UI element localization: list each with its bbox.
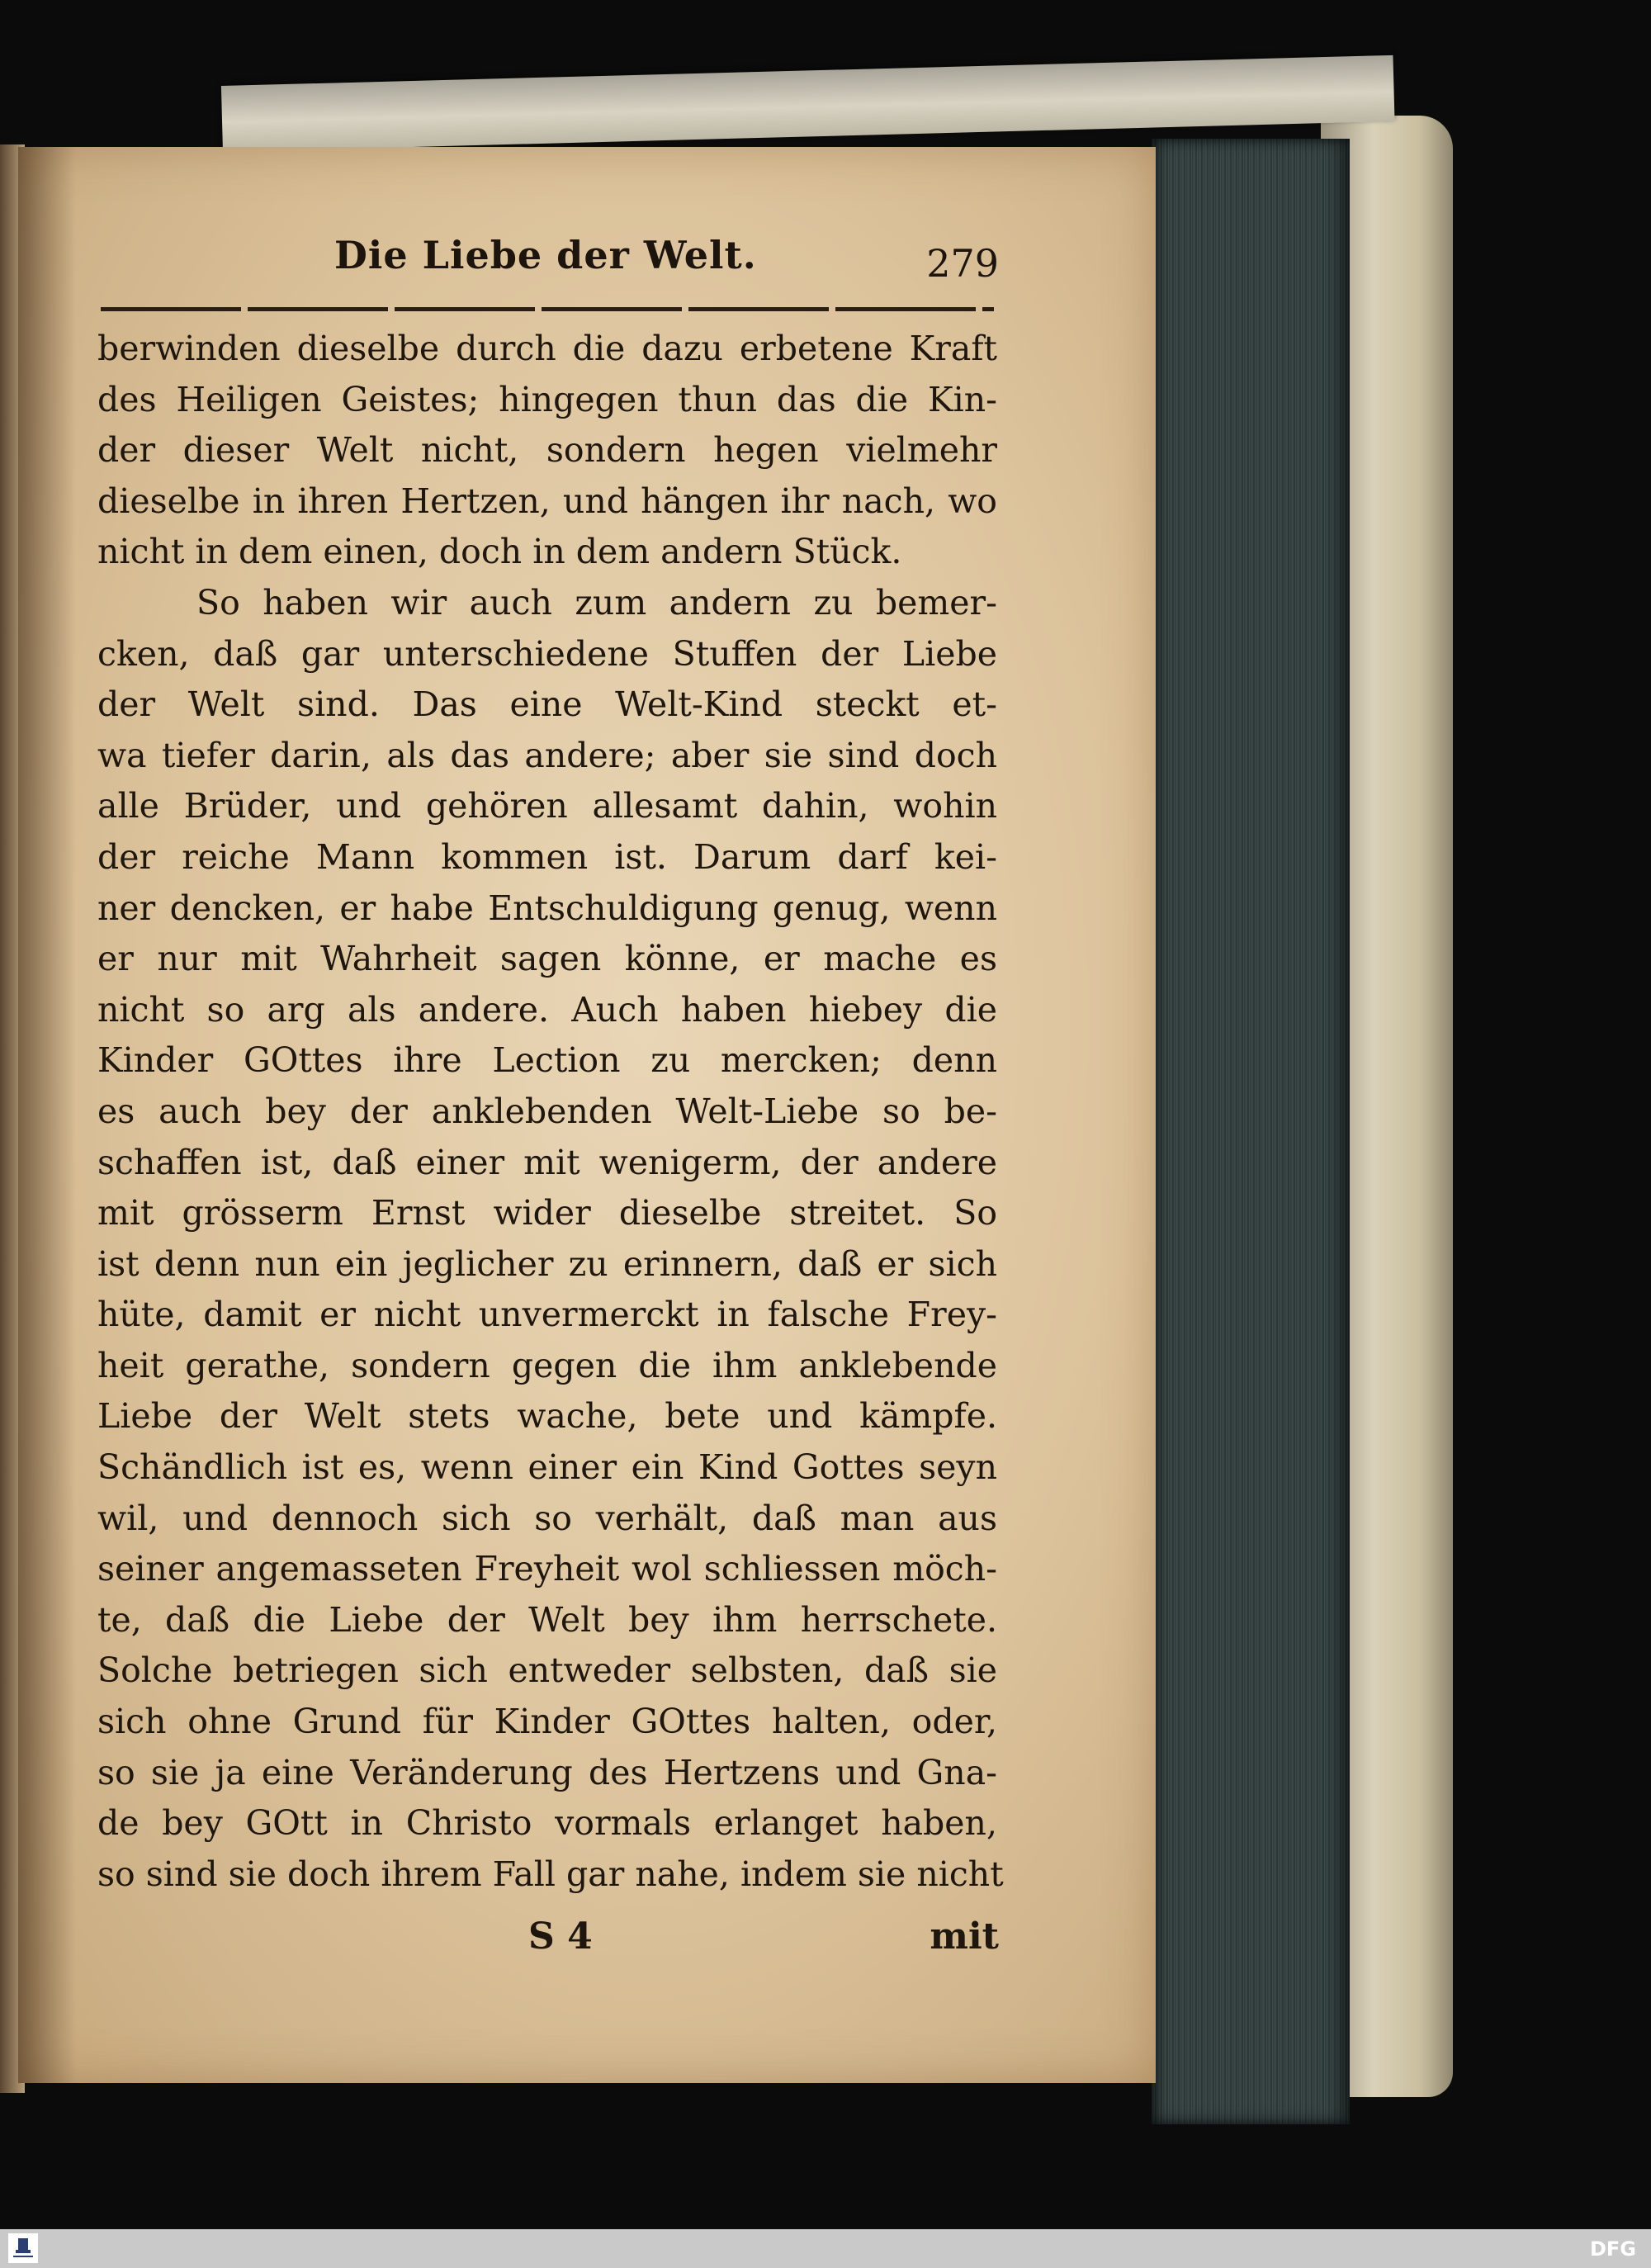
text-line: so sie ja eine Veränderung des Hertzens und Gna- bbox=[97, 1752, 997, 1792]
running-header: Die Liebe der Welt. bbox=[334, 233, 757, 277]
vellum-cover-top bbox=[221, 55, 1395, 152]
faint-stamp-mark bbox=[91, 1917, 223, 1953]
catchword: mit bbox=[930, 1915, 999, 1958]
text-line: wil, und dennoch sich so verhält, daß man aus bbox=[97, 1498, 997, 1538]
text-line: So haben wir auch zum andern zu bemer- bbox=[196, 582, 997, 623]
text-line: dieselbe in ihren Hertzen, und hängen ihr nach, wo bbox=[97, 481, 997, 521]
text-line: er nur mit Wahrheit sagen könne, er mache es bbox=[97, 939, 997, 979]
page-gutter-shadow bbox=[18, 147, 76, 2083]
page-edges-block bbox=[1152, 139, 1350, 2124]
text-line: Kinder GOttes ihre Lection zu mercken; denn bbox=[97, 1040, 997, 1081]
text-line: Solche betriegen sich entweder selbsten, daß sie bbox=[97, 1650, 997, 1691]
text-line: cken, daß gar unterschiedene Stuffen der Liebe bbox=[97, 633, 997, 674]
text-line: nicht so arg als andere. Auch haben hiebey die bbox=[97, 989, 997, 1030]
text-line: berwinden dieselbe durch die dazu erbetene Kraft bbox=[97, 329, 997, 368]
text-line: alle Brüder, und gehören allesamt dahin, wohin bbox=[97, 786, 997, 826]
text-line: so sind sie doch ihrem Fall gar nahe, indem sie nicht bbox=[97, 1854, 1004, 1894]
dfg-logo: DFG bbox=[1589, 2237, 1636, 2261]
page-number: 279 bbox=[926, 241, 999, 286]
text-line: heit gerathe, sondern gegen die ihm anklebende bbox=[97, 1345, 997, 1385]
text-line: wa tiefer darin, als das andere; aber sie sind doch bbox=[97, 735, 997, 775]
text-line: der Welt sind. Das eine Welt-Kind steckt et- bbox=[97, 684, 997, 725]
library-logo-icon bbox=[8, 2233, 38, 2263]
viewer-bottom-bar bbox=[0, 2229, 1651, 2268]
text-line: Liebe der Welt stets wache, bete und kämpfe. bbox=[97, 1396, 997, 1437]
body-text bbox=[97, 324, 1004, 1900]
header-rule bbox=[101, 307, 994, 311]
text-line: der reiche Mann kommen ist. Darum darf kei- bbox=[97, 836, 997, 877]
text-line: seiner angemasseten Freyheit wol schliessen möch- bbox=[97, 1549, 997, 1589]
text-line: es auch bey der anklebenden Welt-Liebe so be- bbox=[97, 1091, 997, 1131]
text-line: sich ohne Grund für Kinder GOttes halten, oder, bbox=[97, 1702, 997, 1742]
text-line: ist denn nun ein jeglicher zu erinnern, daß er sich bbox=[97, 1243, 997, 1284]
text-line: Schändlich ist es, wenn einer ein Kind Gottes seyn bbox=[97, 1447, 997, 1488]
text-line: mit grösserm Ernst wider dieselbe streitet. So bbox=[97, 1193, 997, 1233]
text-line: des Heiligen Geistes; hingegen thun das die Kin- bbox=[97, 379, 997, 419]
text-line: nicht in dem einen, doch in dem andern Stück. bbox=[97, 532, 902, 572]
signature-mark: S 4 bbox=[528, 1915, 593, 1958]
text-line: ner dencken, er habe Entschuldigung genug, wenn bbox=[97, 888, 997, 928]
text-line: hüte, damit er nicht unvermerckt in falsche Frey- bbox=[97, 1295, 997, 1335]
text-line: schaffen ist, daß einer mit wenigerm, der andere bbox=[97, 1142, 997, 1182]
text-line: de bey GOtt in Christo vormals erlanget haben, bbox=[97, 1803, 997, 1844]
text-line: te, daß die Liebe der Welt bey ihm herrschete. bbox=[97, 1599, 997, 1640]
text-line: der dieser Welt nicht, sondern hegen vielmehr bbox=[97, 430, 997, 471]
